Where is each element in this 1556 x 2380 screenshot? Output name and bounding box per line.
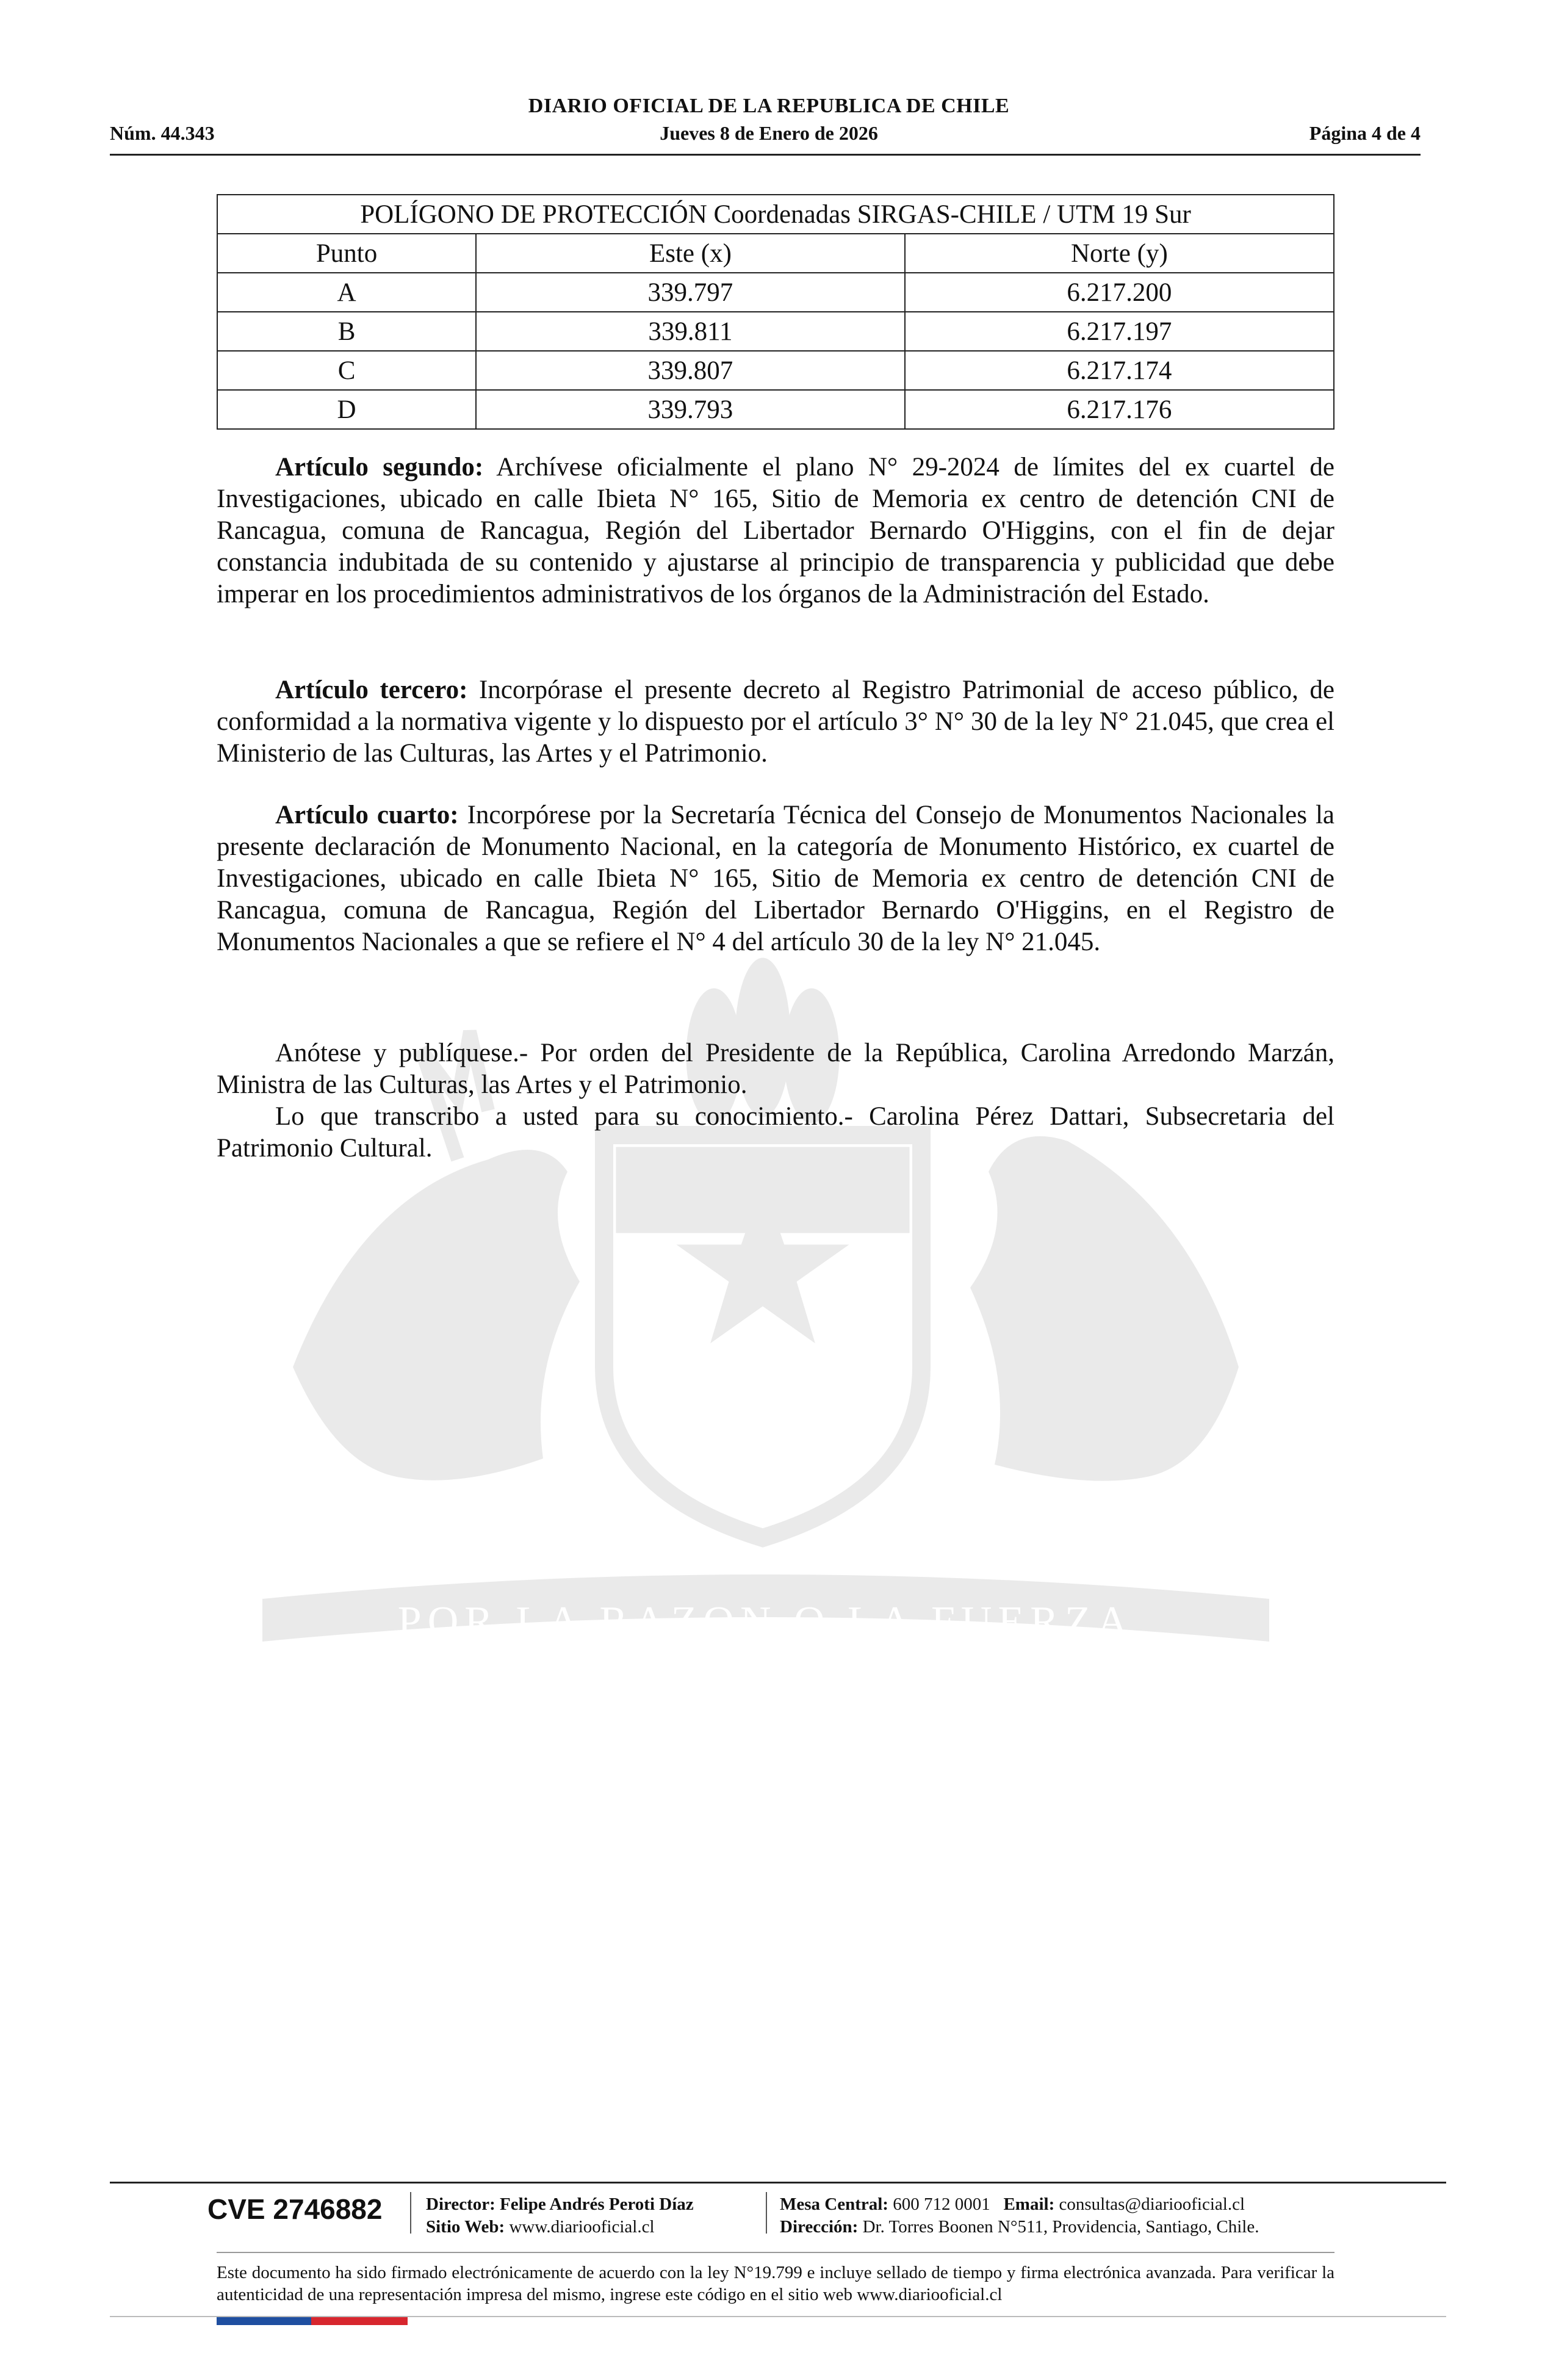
closing-paragraph: Anótese y publíquese.- Por orden del Presidente de la República, Carolina Arredondo Marzán, Ministra de las Culturas, las Artes y el Patrimonio. [217,1039,1334,1099]
article-text: Archívese oficialmente el plano N° 29-2024 de límites del ex cuartel de Investigaciones, ubicado en calle Ibieta N° 165, Sitio de Memoria ex centro de detención CNI de Rancagua, comuna de Rancagua, Región del Libertador Bernardo O'Higgins, con el fin de dejar constancia indubitada de su contenido y ajustarse al principio de transparencia y publicidad que debe imperar en los procedimientos administrativos de los órganos de la Administración del Estado. [217,453,1335,608]
table-cell: D [217,390,476,429]
article-text: Incorpórase el presente decreto al Registro Patrimonial de acceso público, de conformidad a la normativa vigente y lo dispuesto por el artículo 3° N° 30 de la ley N° 21.045, que crea el Ministerio de las Culturas, las Artes y el Patrimonio. [217,676,1334,768]
director-label: Director: [426,2194,495,2214]
article-fourth [217,799,1334,958]
table-cell: 6.217.174 [905,351,1334,390]
table-header-row [217,234,1334,273]
table-cell: 339.797 [476,273,905,312]
table-cell: 6.217.176 [905,390,1334,429]
article-heading: Artículo tercero: [275,676,468,704]
table-row [217,390,1334,429]
publication-title: DIARIO OFICIAL DE LA REPUBLICA DE CHILE [528,95,1010,117]
table-title-row [217,195,1334,234]
article-third [217,674,1334,770]
table-cell: 6.217.200 [905,273,1334,312]
protection-polygon-table [217,194,1334,430]
director-name: Felipe Andrés Peroti Díaz [500,2194,694,2214]
page-indicator: Página 4 de 4 [1309,122,1421,144]
footer-contact-block [780,2193,1259,2238]
table-cell: 339.807 [476,351,905,390]
flag-stripe-blue [217,2317,311,2325]
table-cell: 339.793 [476,390,905,429]
table-cell: C [217,351,476,390]
table-cell: 6.217.197 [905,312,1334,351]
column-header-norte: Norte (y) [905,234,1334,273]
column-header-este: Este (x) [476,234,905,273]
closing-paragraph: Lo que transcribo a usted para su conocimiento.- Carolina Pérez Dattari, Subsecretaria del Patrimonio Cultural. [217,1102,1334,1163]
article-second [217,452,1334,610]
table-cell: B [217,312,476,351]
table-cell: 339.811 [476,312,905,351]
footer-director-block [426,2193,694,2238]
column-header-punto: Punto [217,234,476,273]
footer-divider [217,2252,1334,2253]
table-row [217,351,1334,390]
table-row [217,273,1334,312]
issue-date: Jueves 8 de Enero de 2026 [660,122,878,144]
footer-separator [410,2192,411,2234]
address-label: Dirección: [780,2217,859,2237]
article-text: Incorpórese por la Secretaría Técnica del Consejo de Monumentos Nacionales la presente declaración de Monumento Nacional, en la categoría de Monumento Histórico, ex cuartel de Investigaciones, ubicado en calle Ibieta N° 165, Sitio de Memoria ex centro de detención CNI de Rancagua, comuna de Rancagua, Región del Libertador Bernardo O'Higgins, en el Registro de Monumentos Nacionales a que se refiere el N° 4 del artículo 30 de la ley N° 21.045. [217,801,1334,956]
footer-separator [766,2192,767,2234]
signature-notice: Este documento ha sido firmado electrónicamente de acuerdo con la ley N°19.799 e incluye sellado de tiempo y firma electrónica avanzada. Para verificar la autenticidad de una representación impresa del mismo, ingrese este código en el sitio web www.diariooficial.cl [217,2263,1334,2304]
article-heading: Artículo cuarto: [275,801,459,829]
flag-stripe-red [311,2317,408,2325]
motto-text: POR LA RAZON O LA FUERZA [397,1598,1134,1645]
address-value: Dr. Torres Boonen N°511, Providencia, Santiago, Chile. [862,2217,1259,2237]
email-label: Email: [1003,2194,1055,2214]
table-title: POLÍGONO DE PROTECCIÓN Coordenadas SIRGAS-CHILE / UTM 19 Sur [217,195,1334,234]
header-divider [110,154,1421,156]
email-link[interactable]: consultas@diariooficial.cl [1059,2194,1245,2214]
phone-label: Mesa Central: [780,2194,888,2214]
footer-divider [110,2182,1446,2183]
table-cell: A [217,273,476,312]
closing-block [217,1037,1334,1164]
phone-value: 600 712 0001 [893,2194,990,2214]
website-label: Sitio Web: [426,2217,505,2237]
cve-code: CVE 2746882 [207,2193,383,2225]
article-heading: Artículo segundo: [275,453,484,481]
website-link[interactable]: www.diariooficial.cl [509,2217,655,2237]
table-row [217,312,1334,351]
issue-number: Núm. 44.343 [110,122,215,144]
